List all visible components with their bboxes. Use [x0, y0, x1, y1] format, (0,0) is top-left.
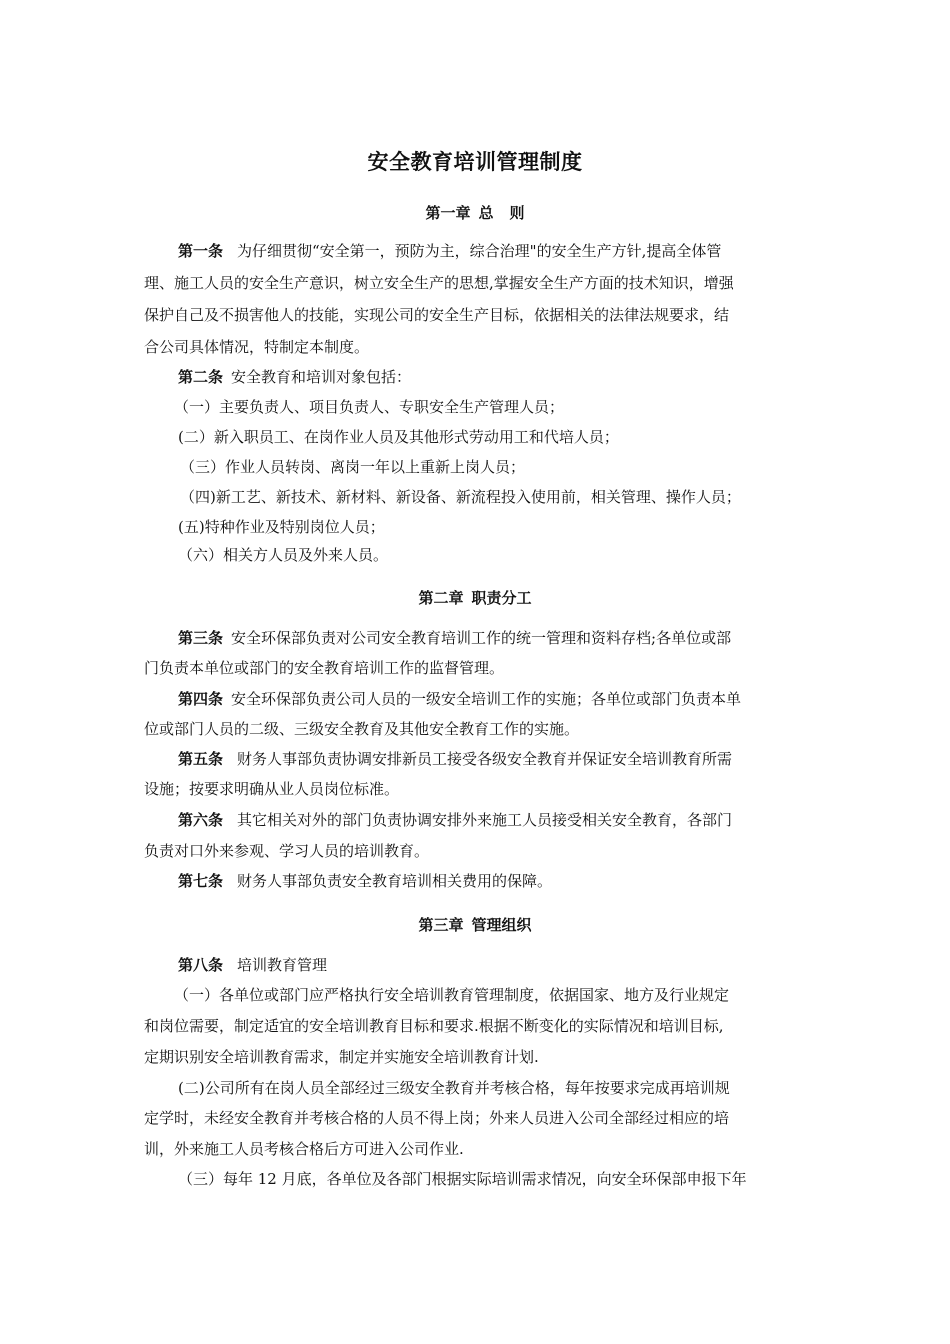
chapter-heading-2 — [0, 587, 950, 608]
article-6-line-2: 负责对口外来参观、学习人员的培训教育。 — [144, 842, 430, 860]
article-6-line-1 — [178, 810, 732, 830]
list-item: （一）主要负责人、项目负责人、专职安全生产管理人员； — [174, 398, 565, 416]
paragraph-line: 和岗位需要，制定适宜的安全培训教育目标和要求.根据不断变化的实际情况和培训目标, — [144, 1017, 724, 1035]
article-4-line-1 — [178, 689, 741, 709]
article-text: 安全环保部负责公司人员的一级安全培训工作的实施；各单位或部门负责本单 — [231, 690, 742, 708]
paragraph-line: 定期识别安全培训教育需求，制定并实施安全培训教育计划. — [144, 1048, 539, 1066]
article-3-line-1 — [178, 628, 731, 648]
chapter-number: 第一章 — [425, 204, 471, 222]
article-text: 财务人事部负责协调安排新员工接受各级安全教育并保证安全培训教育所需 — [237, 750, 733, 768]
article-label: 第二条 — [178, 368, 224, 386]
article-text: 其它相关对外的部门负责协调安排外来施工人员接受相关安全教育，各部门 — [237, 811, 733, 829]
article-7-line-1 — [178, 871, 552, 891]
article-2-line-1 — [178, 367, 411, 387]
paragraph-line: 定学时，未经安全教育并考核合格的人员不得上岗；外来人员进入公司全部经过相应的培 — [144, 1109, 730, 1127]
article-1-line-4: 合公司具体情况，特制定本制度。 — [144, 338, 370, 356]
chapter-name: 管理组织 — [471, 916, 532, 934]
chapter-name: 职责分工 — [471, 589, 532, 607]
article-label: 第一条 — [178, 242, 224, 260]
document-title: 安全教育培训管理制度 — [367, 149, 583, 174]
paragraph-line: 训，外来施工人员考核合格后方可进入公司作业. — [144, 1140, 464, 1158]
paragraph-line: （三）每年 12 月底，各单位及各部门根据实际培训需求情况，向安全环保部申报下年 — [178, 1170, 747, 1188]
article-1-line-1 — [178, 241, 721, 261]
article-label: 第八条 — [178, 956, 224, 974]
chapter-number: 第三章 — [418, 916, 464, 934]
list-item: （三）作业人员转岗、离岗一年以上重新上岗人员； — [180, 458, 526, 476]
list-item: (五)特种作业及特别岗位人员； — [178, 518, 385, 536]
article-text: 为仔细贯彻“安全第一，预防为主，综合治理"的安全生产方针,提高全体管 — [237, 242, 722, 260]
paragraph-line: （一）各单位或部门应严格执行安全培训教育管理制度，依据国家、地方及行业规定 — [174, 986, 730, 1004]
article-label: 第七条 — [178, 872, 224, 890]
article-label: 第四条 — [178, 690, 224, 708]
chapter-name-part: 总 — [478, 204, 494, 222]
article-1-line-2: 理、施工人员的安全生产意识，树立安全生产的思想,掌握安全生产方面的技术知识，增强 — [144, 274, 734, 292]
article-text: 安全环保部负责对公司安全教育培训工作的统一管理和资料存档;各单位或部 — [231, 629, 732, 647]
article-label: 第五条 — [178, 750, 224, 768]
article-1-line-3: 保护自己及不损害他人的技能，实现公司的安全生产目标，依据相关的法律法规要求，结 — [144, 306, 730, 324]
paragraph-line: (二)公司所有在岗人员全部经过三级安全教育并考核合格，每年按要求完成再培训规 — [178, 1079, 730, 1097]
article-text: 安全教育和培训对象包括： — [231, 368, 412, 386]
chapter-heading-1 — [0, 202, 950, 223]
article-4-line-2: 位或部门人员的二级、三级安全教育及其他安全教育工作的实施。 — [144, 720, 580, 738]
article-5-line-2: 设施；按要求明确从业人员岗位标准。 — [144, 780, 400, 798]
article-5-line-1 — [178, 749, 732, 769]
list-item: (二）新入职员工、在岗作业人员及其他形式劳动用工和代培人员； — [178, 428, 619, 446]
article-label: 第六条 — [178, 811, 224, 829]
article-label: 第三条 — [178, 629, 224, 647]
article-8-line-1 — [178, 955, 327, 975]
article-3-line-2: 门负责本单位或部门的安全教育培训工作的监督管理。 — [144, 659, 505, 677]
chapter-heading-3 — [0, 914, 950, 935]
list-item: （四)新工艺、新技术、新材料、新设备、新流程投入使用前，相关管理、操作人员； — [180, 488, 741, 506]
article-text: 培训教育管理 — [237, 956, 328, 974]
chapter-number: 第二章 — [418, 589, 464, 607]
list-item: （六）相关方人员及外来人员。 — [178, 546, 389, 564]
chapter-name-part: 则 — [509, 204, 525, 222]
article-text: 财务人事部负责安全教育培训相关费用的保障。 — [237, 872, 553, 890]
